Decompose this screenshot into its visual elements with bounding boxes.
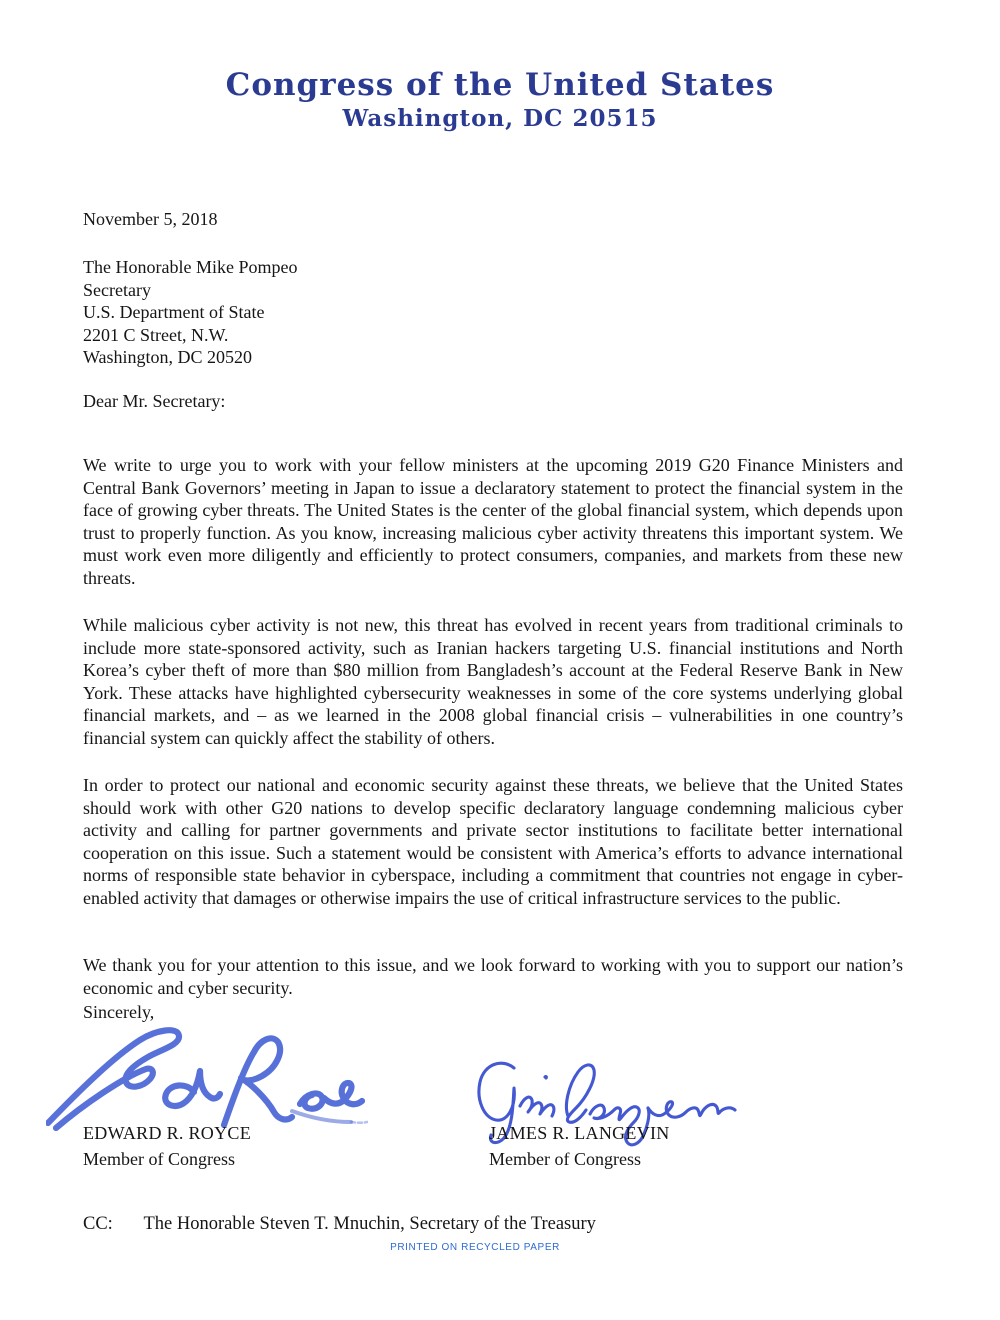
recipient-line: Secretary	[83, 279, 151, 300]
langevin-name: JAMES R. LANGEVIN	[489, 1123, 670, 1143]
recipient-line: The Honorable Mike Pompeo	[83, 257, 298, 277]
recipient-line: U.S. Department of State	[83, 302, 265, 322]
letterhead-title: Congress of the United States	[225, 67, 775, 103]
closing: Sincerely,	[83, 1002, 155, 1022]
letterhead	[0, 68, 1000, 132]
langevin-title: Member of Congress	[489, 1149, 641, 1169]
recipient-address	[83, 256, 297, 369]
langevin-signature-block	[489, 1120, 670, 1172]
royce-title: Member of Congress	[83, 1149, 235, 1169]
letterhead-subtitle: Washington, DC 20515	[342, 105, 658, 132]
recipient-line: Washington, DC 20520	[83, 347, 253, 367]
body-paragraph-2: While malicious cyber activity is not new, this threat has evolved in recent years from traditional criminals to include more state-sponsored activity, such as Iranian hackers targeting U.S. financial institutions and North Korea’s cyber theft of more than $80 million from Bangladesh’s account at the Federal Reserve Bank in New York. These attacks have highlighted cybersecurity weaknesses in some of the core systems underlying global financial markets, and – as we learned in the 2008 global financial crisis – vulnerabilities in one country’s financial system can quickly affect the stability of others.	[83, 615, 903, 748]
body-paragraph-1: We write to urge you to work with your fellow ministers at the upcoming 2019 G20 Finance Ministers and Central Bank Governors’ meeting in Japan to issue a declaratory statement to protect the financial system in the face of growing cyber threats. The United States is the center of the global financial system, which depends upon trust to properly function. As you know, increasing malicious cyber activity threatens this important system. We must work even more diligently and efficiently to protect consumers, companies, and markets from these new threats.	[83, 455, 903, 588]
recipient-line: 2201 C Street, N.W.	[83, 324, 229, 345]
cc-label: CC:	[83, 1214, 113, 1234]
recycled-paper-notice: PRINTED ON RECYCLED PAPER	[390, 1242, 560, 1253]
salutation: Dear Mr. Secretary:	[83, 391, 226, 411]
body-paragraph-4: We thank you for your attention to this issue, and we look forward to working with you to support our nation’s economic and cyber security.	[83, 955, 903, 998]
royce-signature-block	[83, 1120, 251, 1172]
cc-line	[83, 1214, 596, 1235]
royce-name: EDWARD R. ROYCE	[83, 1123, 252, 1143]
letter-date: November 5, 2018	[83, 209, 218, 229]
body-paragraph-3: In order to protect our national and economic security against these threats, we believe that the United States should work with other G20 nations to develop specific declaratory language condemning malicious cyber activity and calling for partner governments and private sector institutions to facilitate better international cooperation on this issue. Such a statement would be consistent with America’s efforts to advance international norms of responsible state behavior in cyberspace, including a commitment that countries not engage in cyber-enabled activity that damages or otherwise impairs the use of critical infrastructure services to the public.	[83, 775, 903, 908]
cc-text: The Honorable Steven T. Mnuchin, Secretary of the Treasury	[143, 1214, 596, 1234]
